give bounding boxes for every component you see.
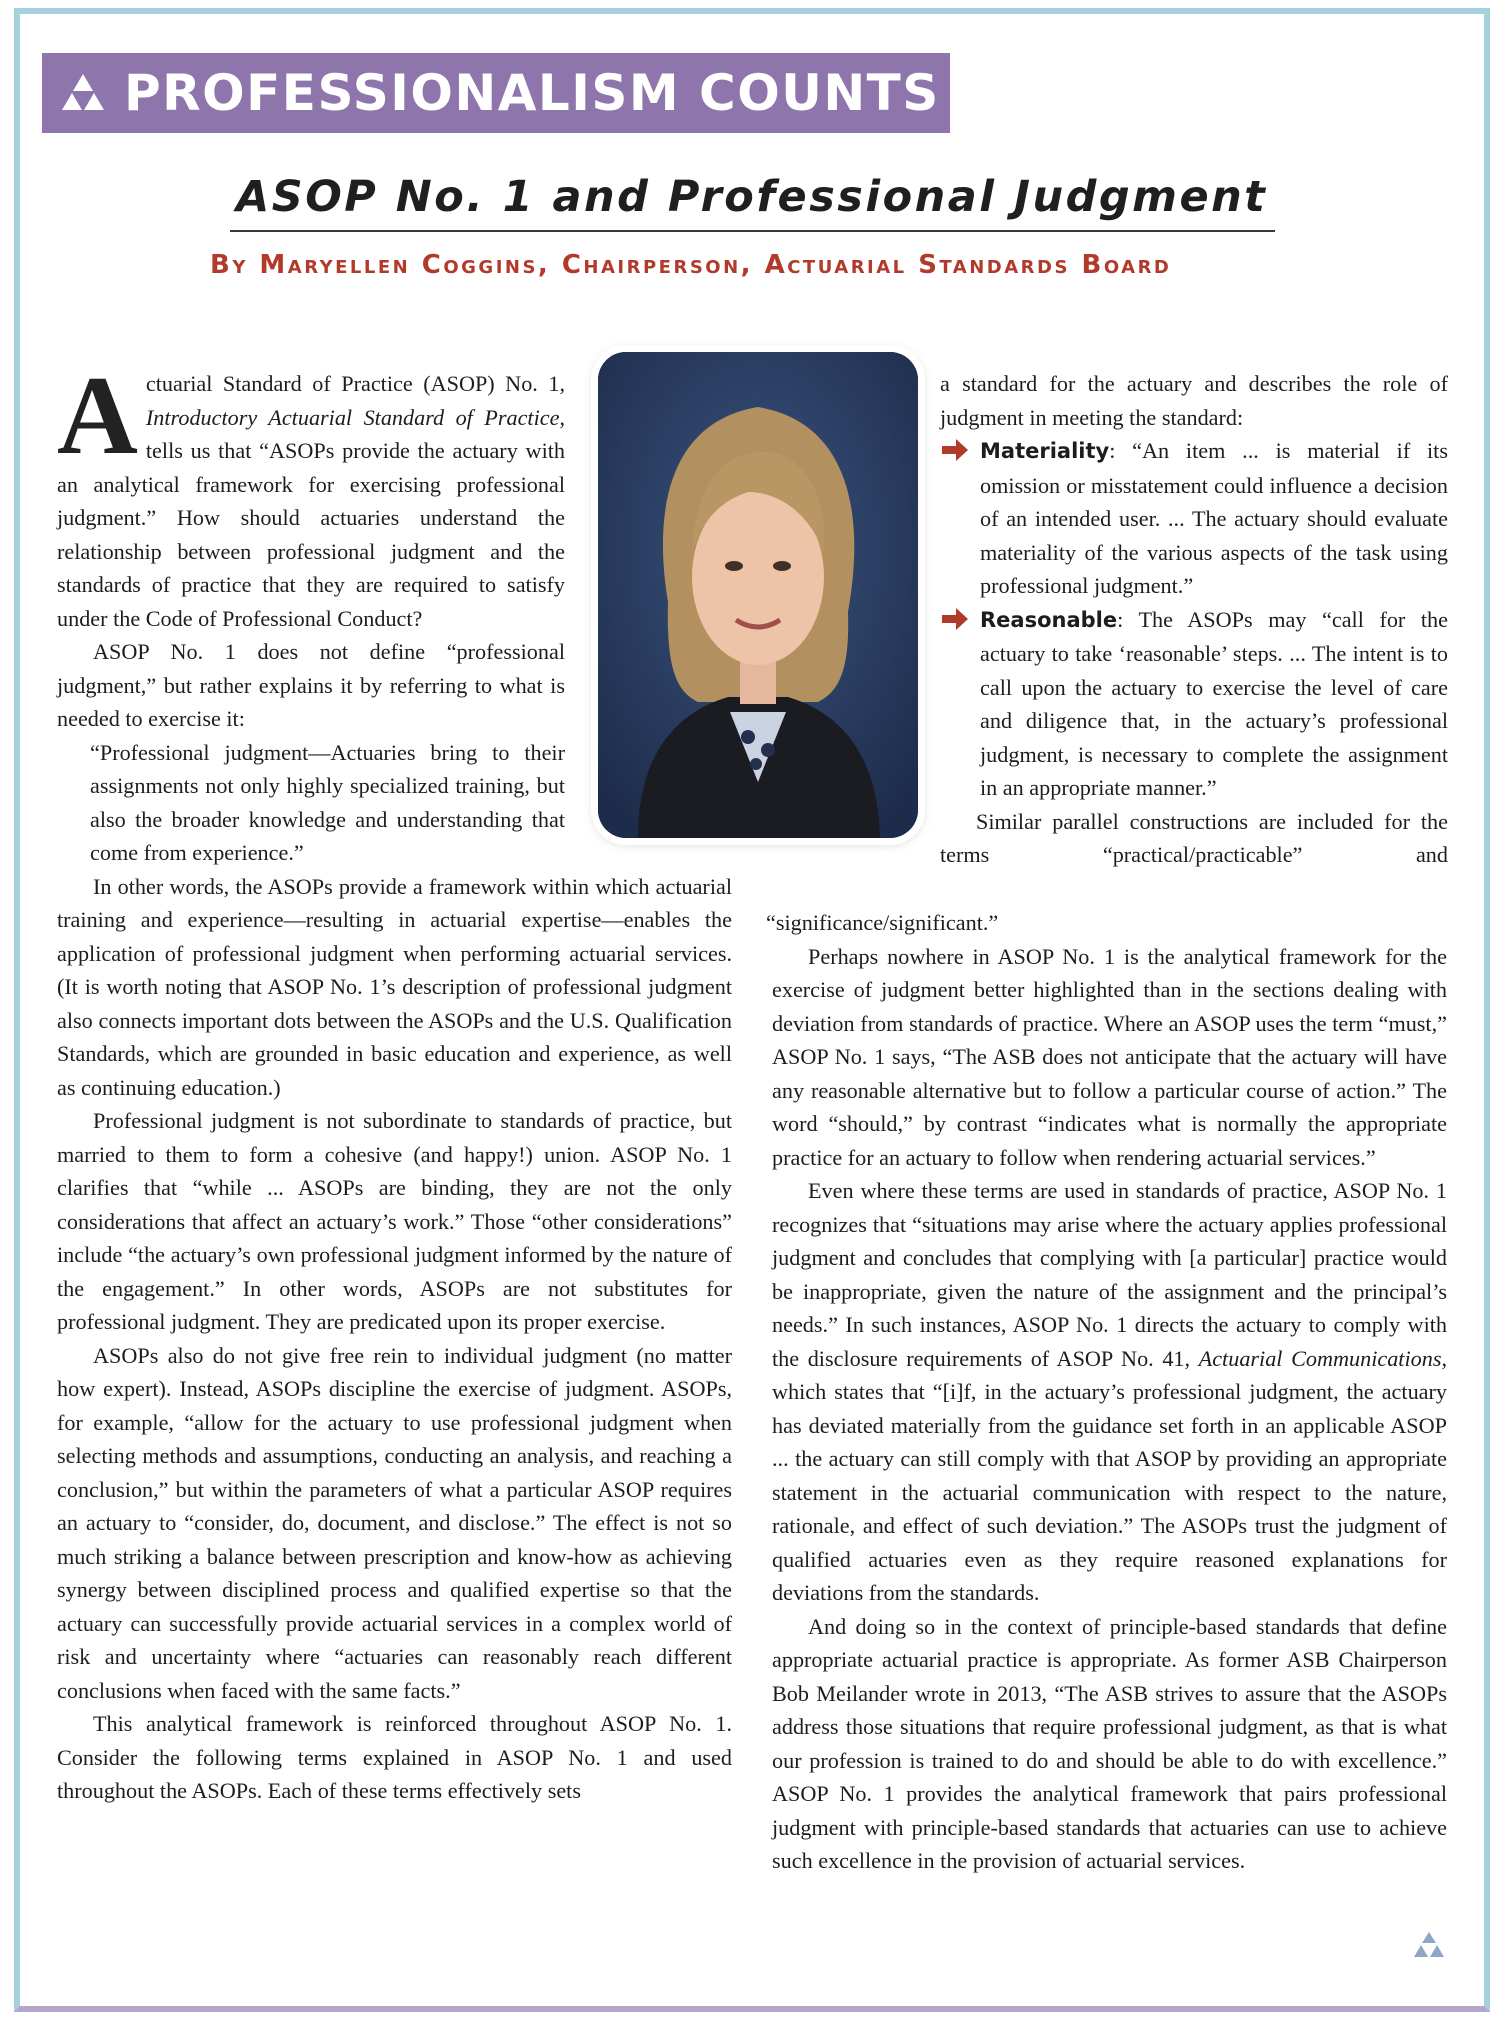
- paragraph: ASOP No. 1 does not define “professional judgment,” but rather explains it by referring to what is needed to exercise it:: [57, 639, 565, 731]
- left-column: [57, 354, 732, 1808]
- paragraph: In other words, the ASOPs provide a framework within which actuarial training and experience—resulting in actuarial expertise—enables the application of professional judgment when performing actuarial services. (It is worth noting that ASOP No. 1’s description of professional judgment also connects important dots between the ASOPs and the U.S. Qualification Standards, which are grounded in basic education and experience, as well as continuing education.): [57, 873, 732, 1100]
- arrow-bullet-icon: [940, 605, 970, 633]
- paragraph: And doing so in the context of principle-based standards that define appropriate actuarial practice is appropriate. As former ASB Chairperson Bob Meilander wrote in 2013, “The ASB strives to assure that the ASOPs address those situations that require professional judgment, as that is what our profession is trained to do and should be able to do with excellence.” ASOP No. 1 provides the analytical framework that pairs professional judgment with principle-based standards that actuaries can use to achieve such excellence in the provision of actuarial services.: [772, 1613, 1447, 1873]
- paragraph: This analytical framework is reinforced throughout ASOP No. 1. Consider the following terms explained in ASOP No. 1 and used throughout the ASOPs. Each of these terms effectively sets: [57, 1711, 732, 1803]
- bullet-item: Reasonable: The ASOPs may “call for the actuary to take ‘reasonable’ steps. ... The intent is to call upon the actuary to exercise the level of care and diligence that, in the actuary’s professional judgment, is necessary to complete the assignment in an appropriate manner.”: [940, 603, 1448, 805]
- paragraph: “significance/significant.”: [766, 910, 999, 935]
- triangle-of-triangles-icon: [60, 70, 106, 116]
- paragraph: Professional judgment is not subordinate to standards of practice, but married to them to form a cohesive (and happy!) union. ASOP No. 1 clarifies that “while ... ASOPs are binding, they are not the only considerations that affect an actuary’s work.” Those “other considerations” include “the actuary’s own professional judgment informed by the nature of the engagement.” In other words, ASOPs are not substitutes for professional judgment. They are predicated upon its proper exercise.: [57, 1108, 732, 1334]
- end-of-article-icon: [1412, 1930, 1446, 1960]
- right-column-top: [940, 367, 1448, 872]
- article-title: ASOP No. 1 and Professional Judgment: [236, 172, 1268, 222]
- title-underline: [230, 230, 1275, 232]
- bullet-item: Materiality: “An item ... is material if its omission or misstatement could influence a decision of an intended user. ... The actuary should evaluate materiality of the various aspects of the task using professional judgment.”: [940, 434, 1448, 603]
- byline: By Maryellen Coggins, Chairperson, Actuarial Standards Board: [210, 250, 1172, 280]
- banner-title: PROFESSIONALISM COUNTS: [124, 64, 940, 122]
- paragraph: Similar parallel constructions are included for the terms “practical/practicable” and: [940, 808, 1448, 867]
- arrow-bullet-icon: [940, 436, 970, 464]
- paragraph: a standard for the actuary and describes the role of judgment in meeting the standard:: [940, 371, 1448, 430]
- paragraph: Perhaps nowhere in ASOP No. 1 is the analytical framework for the exercise of judgment better highlighted than in the sections dealing with deviation from standards of practice. Where an ASOP uses the term “must,” ASOP No. 1 says, “The ASB does not anticipate that the actuary will have any reasonable alternative but to follow a particular course of action.” The word “should,” by contrast “indicates what is normally the appropriate practice for an actuary to follow when rendering actuarial services.”: [772, 943, 1447, 1170]
- paragraph: Even where these terms are used in standards of practice, ASOP No. 1 recognizes that “situations may arise where the actuary applies professional judgment and concludes that complying with [a particular] practice would be inappropriate, given the nature of the assignment and the principal’s needs.” In such instances, ASOP No. 1 directs the actuary to comply with the disclosure requirements of ASOP No. 41, Actuarial Communications, which states that “[i]f, in the actuary’s professional judgment, the actuary has deviated materially from the guidance set forth in an applicable ASOP ... the actuary can still comply with that ASOP by providing an appropriate statement in the actuarial communication with respect to the nature, rationale, and effect of such deviation.” The ASOPs trust the judgment of qualified actuaries even as they require reasoned explanations for deviations from the standards.: [772, 1178, 1447, 1605]
- drop-cap: A: [57, 354, 138, 478]
- paragraph: ASOPs also do not give free rein to individual judgment (no matter how expert). Instead, ASOPs discipline the exercise of judgment. ASOPs, for example, “allow for the actuary to use professional judgment when selecting methods and assumptions, conducting an analysis, and reaching a conclusion,” but within the parameters of what a particular ASOP requires an actuary to “consider, do, document, and disclose.” The effect is not so much striking a balance between prescription and know-how as achieving synergy between disciplined process and qualified expertise so that the actuary can successfully provide actuarial services in a complex world of risk and uncertainty where “actuaries can reasonably reach different conclusions when faced with the same facts.”: [57, 1342, 732, 1703]
- block-quote: “Professional judgment—Actuaries bring to their assignments not only highly specialized training, but also the broader knowledge and understanding that come from experience.”: [90, 739, 565, 865]
- paragraph: Actuarial Standard of Practice (ASOP) No. 1, Introductory Actuarial Standard of Practice, tells us that “ASOPs provide the actuary with an analytical framework for exercising professional judgment.” How should actuaries understand the relationship between professional judgment and the standards of practice that they are required to satisfy under the Code of Professional Conduct?: [57, 354, 565, 631]
- bullet-term: Materiality: [980, 439, 1110, 463]
- bullet-term: Reasonable: [980, 607, 1118, 632]
- section-banner: [42, 53, 950, 133]
- right-column: [766, 906, 1447, 1878]
